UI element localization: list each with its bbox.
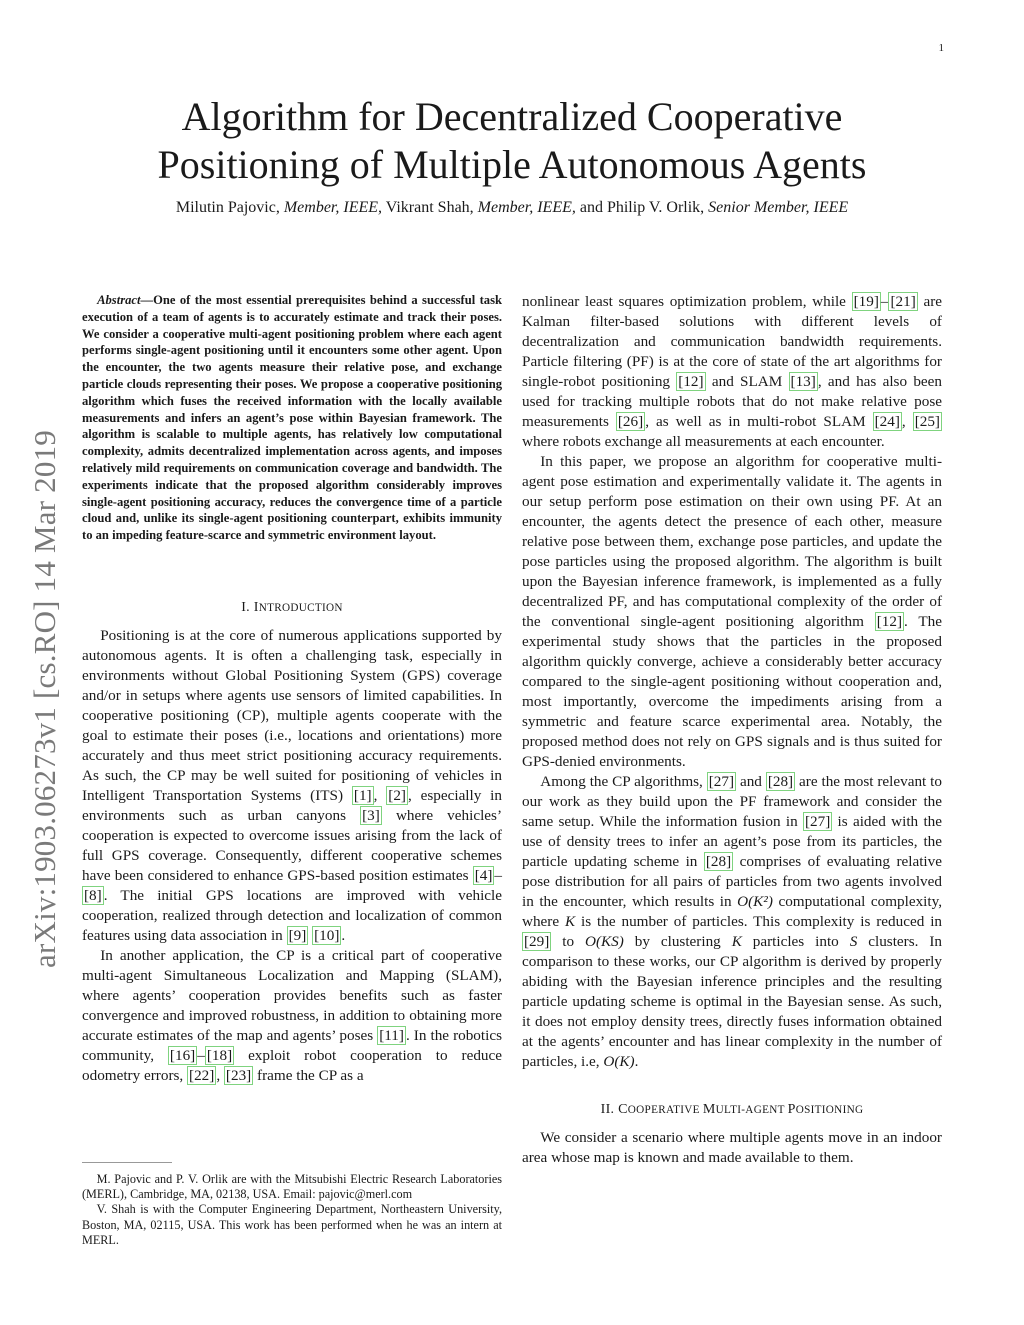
abstract-label: Abstract bbox=[97, 293, 141, 307]
text: . bbox=[634, 1053, 639, 1070]
section-2-word: ULTI-AGENT bbox=[715, 1104, 788, 1116]
text: We consider a scenario where multiple agents move in an indoor area whose map is known and made available to them. bbox=[522, 1129, 942, 1166]
citation-link[interactable]: [3] bbox=[362, 806, 380, 824]
author-1: Milutin Pajovic, bbox=[175, 199, 280, 216]
abstract-text: —One of the most essential prerequisites behind a successful task execution of a team of agents is to accurately estimate and track their poses. We consider a cooperative multi-agent positioning problem where each agent performs single-agent positioning until it encounters some other agent. Upon the encounter, the two agents measure their relative pose, and exchange particle clouds representing their poses. We propose a cooperative positioning algorithm which fuses the received information with the locally available measurements and infers an agent’s pose within Bayesian framework. The algorithm is scalable to multiple agents, has relatively low computational complexity, admits decentralized implementation across agents, and imposes relatively mild requirements on communication coverage and bandwidth. The experiments indicate that the proposed algorithm considerably improves single-agent positioning accuracy, reduces the convergence time of a particle cloud and, unlike its single-agent positioning counterpart, exhibits immunity to an impeding feature-scarce and symmetric environment layout. bbox=[82, 293, 502, 543]
citation-link[interactable]: [24] bbox=[874, 413, 900, 430]
text: . The initial GPS locations are improved with vehicle cooperation, realized through detection and localization of common features using data association in bbox=[82, 886, 502, 944]
citation-link[interactable]: [28] bbox=[767, 773, 794, 790]
title-line-1: Algorithm for Decentralized Cooperative bbox=[181, 94, 843, 139]
arxiv-stamp: arXiv:1903.06273v1 [cs.RO] 14 Mar 2019 bbox=[27, 430, 62, 968]
text: where robots exchange all measurements at each encounter. bbox=[522, 433, 885, 450]
section-1-numeral: I. I bbox=[241, 599, 259, 615]
section-1-title: NTRODUCTION bbox=[258, 601, 343, 614]
text: comprises of evaluating relative pose distribution for all pairs of particles from two agents involved in the encounter, which results in bbox=[522, 853, 942, 910]
section-heading-introduction bbox=[82, 598, 502, 618]
citation-link[interactable]: [22] bbox=[189, 1066, 215, 1084]
text: computational complexity, where bbox=[522, 893, 943, 930]
text: are Kalman filter-based solutions with different levels of decentralization and communication bandwidth requirements. Particle filtering (PF) is at the core of state of the art algorithms for single-robot positioning bbox=[522, 293, 942, 390]
footnote-2: V. Shah is with the Computer Engineering Department, Northeastern University, Boston, MA, 02115, USA. This work has been performed when he was an intern at MERL. bbox=[82, 1202, 502, 1247]
citation-link[interactable]: [26] bbox=[617, 413, 644, 430]
text: , as well as in multi-robot SLAM bbox=[645, 413, 873, 430]
text: frame the CP as a bbox=[253, 1066, 364, 1084]
citation-link[interactable]: [12] bbox=[876, 613, 903, 630]
text: are the most relevant to our work as they build upon the PF framework and consider the same setup. While the information fusion in bbox=[522, 773, 943, 830]
footnote-1: M. Pajovic and P. V. Orlik are with the Mitsubishi Electric Research Laboratories (MERL), Cambridge, MA, 02138, USA. Email: pajovic@merl.com bbox=[82, 1172, 502, 1202]
text: exploit robot cooperation to reduce odometry errors, bbox=[82, 1046, 502, 1084]
section-2-word: OSITIONING bbox=[795, 1104, 864, 1116]
text: , bbox=[373, 786, 387, 804]
page-number: 1 bbox=[938, 42, 944, 54]
title-line-2: Positioning of Multiple Autonomous Agents bbox=[157, 142, 867, 187]
text: , bbox=[901, 413, 913, 430]
text: In this paper, we propose an algorithm for cooperative multi-agent pose estimation and experimentally validate it. The agents in our setup perform pose estimation on their own using PF. At an encounter, the agents detect the presence of each other, measure relative pose between them, exchange pose particles, and update the pose particles using the proposed algorithm. The algorithm is built upon the Bayesian inference framework, is implemented as a fully decentralized PF, and has computational complexity of the order of the conventional single-agent positioning algorithm bbox=[522, 453, 942, 630]
citation-link[interactable]: [16] bbox=[169, 1046, 196, 1064]
author-list bbox=[60, 197, 964, 219]
citation-link[interactable]: [25] bbox=[914, 413, 940, 430]
author-3: and Philip V. Orlik, bbox=[579, 199, 705, 216]
citation-link[interactable]: [9] bbox=[288, 926, 307, 944]
citation-link[interactable]: [27] bbox=[708, 773, 735, 790]
text: . In the robotics community, bbox=[82, 1026, 502, 1064]
math: O(K²) bbox=[737, 893, 773, 910]
text: clusters. In comparison to these works, our CP algorithm is derived by properly abiding with the Bayesian inference principles and the resulting particle updating scheme is optimal in the Bayesian sense. As such, it does not employ density trees, directly fuses information obtained at the agents’ encounter and has linear complexity in the number of particles, i.e, bbox=[522, 933, 943, 1070]
citation-link[interactable]: [11] bbox=[379, 1026, 404, 1044]
author-2: Vikrant Shah, bbox=[385, 199, 474, 216]
math: K bbox=[565, 913, 576, 930]
citation-link[interactable]: [4] bbox=[474, 866, 493, 884]
citation-link[interactable]: [18] bbox=[206, 1046, 233, 1064]
math: O(KS) bbox=[585, 933, 624, 950]
citation-link[interactable]: [10] bbox=[314, 926, 340, 944]
author-3-role: Senior Member, IEEE bbox=[708, 199, 849, 216]
text: – bbox=[197, 1046, 205, 1064]
text: . bbox=[341, 926, 346, 944]
text: In another application, the CP is a critical part of cooperative multi-agent Simultaneous Localization and Mapping (SLAM), where agents’ cooperation provides benefits such as faster convergence and improved robustness, in addition to obtaining more accurate estimates of the map and agents’ poses bbox=[82, 946, 502, 1044]
author-2-role: Member, IEEE, bbox=[477, 199, 576, 216]
text: particles into bbox=[741, 933, 850, 950]
text: to bbox=[551, 933, 585, 950]
section-2-cap: P bbox=[787, 1102, 796, 1117]
citation-link[interactable]: [2] bbox=[388, 786, 406, 804]
right-paragraph-2 bbox=[522, 452, 942, 772]
text: Among the CP algorithms, bbox=[540, 773, 707, 790]
text: where vehicles’ cooperation is expected to overcome issues arising from the lack of full GPS coverage. Consequently, different cooperative schemes have been considered to enhance GPS-based position estimates bbox=[82, 806, 503, 884]
math: K bbox=[731, 933, 742, 950]
math: S bbox=[849, 933, 858, 950]
citation-link[interactable]: [21] bbox=[890, 293, 916, 310]
text: by clustering bbox=[623, 933, 732, 950]
citation-link[interactable]: [23] bbox=[225, 1066, 252, 1084]
text: , and has also been used for tracking multiple robots that do not make relative pose measurements bbox=[522, 373, 942, 430]
abstract bbox=[82, 292, 502, 544]
text: Positioning is at the core of numerous applications supported by autonomous agents. It is often a challenging task, especially in environments without Global Positioning System (GPS) coverage and/or in setups where agents use sensors of limited capabilities. In cooperative positioning (CP), multiple agents cooperate with the goal to estimate their poses (i.e., locations and orientations) more accurately and thus meet strict positioning accuracy requirements. As such, the CP may be well suited for positioning of vehicles in Intelligent Transportation Systems (ITS) bbox=[82, 626, 502, 804]
right-column bbox=[522, 292, 942, 1168]
right-paragraph-4 bbox=[522, 1128, 942, 1168]
citation-link[interactable]: [8] bbox=[84, 886, 102, 904]
text: and SLAM bbox=[705, 373, 789, 390]
left-column bbox=[82, 292, 502, 1086]
right-paragraph-1 bbox=[522, 292, 942, 452]
citation-link[interactable]: [28] bbox=[705, 853, 732, 870]
author-1-role: Member, IEEE, bbox=[283, 199, 383, 216]
text: is the number of particles. This complexity is reduced in bbox=[575, 913, 943, 930]
intro-paragraph-2 bbox=[82, 946, 502, 1086]
footnotes bbox=[82, 1172, 502, 1248]
section-2-cap: M bbox=[702, 1102, 716, 1117]
footnote-divider bbox=[82, 1162, 172, 1163]
text: . The experimental study shows that the particles in the proposed algorithm quickly converge, achieve a considerably better accuracy compared to the single-agent positioning without cooperation and, most importantly, overcome the impediments arising from a symmetric and feature scarce experimental area. Notably, the proposed method does not rely on GPS signals and is thus suited for GPS-denied environments. bbox=[522, 613, 942, 770]
citation-link[interactable]: [29] bbox=[524, 933, 550, 950]
right-paragraph-3 bbox=[522, 772, 942, 1072]
citation-link[interactable]: [13] bbox=[790, 373, 816, 390]
section-2-word: OOPERATIVE bbox=[627, 1104, 703, 1116]
paper-title bbox=[120, 93, 904, 189]
intro-paragraph-1 bbox=[82, 626, 502, 946]
math: O(K) bbox=[603, 1053, 635, 1070]
citation-link[interactable]: [1] bbox=[353, 786, 372, 804]
section-2-numeral: II. C bbox=[600, 1102, 628, 1117]
text: , bbox=[216, 1066, 224, 1084]
text: nonlinear least squares optimization problem, while bbox=[522, 293, 852, 310]
text: – bbox=[494, 866, 502, 884]
citation-link[interactable]: [12] bbox=[678, 373, 704, 390]
text: – bbox=[880, 293, 889, 310]
text: is aided with the use of density trees to infer an agent’s pose from its particles, the particle updating scheme in bbox=[522, 813, 942, 870]
text: , especially in environments such as urban canyons bbox=[82, 786, 502, 824]
citation-link[interactable]: [27] bbox=[804, 813, 831, 830]
citation-link[interactable]: [19] bbox=[853, 293, 879, 310]
section-heading-cooperative-positioning bbox=[522, 1100, 942, 1120]
text: and bbox=[736, 773, 766, 790]
